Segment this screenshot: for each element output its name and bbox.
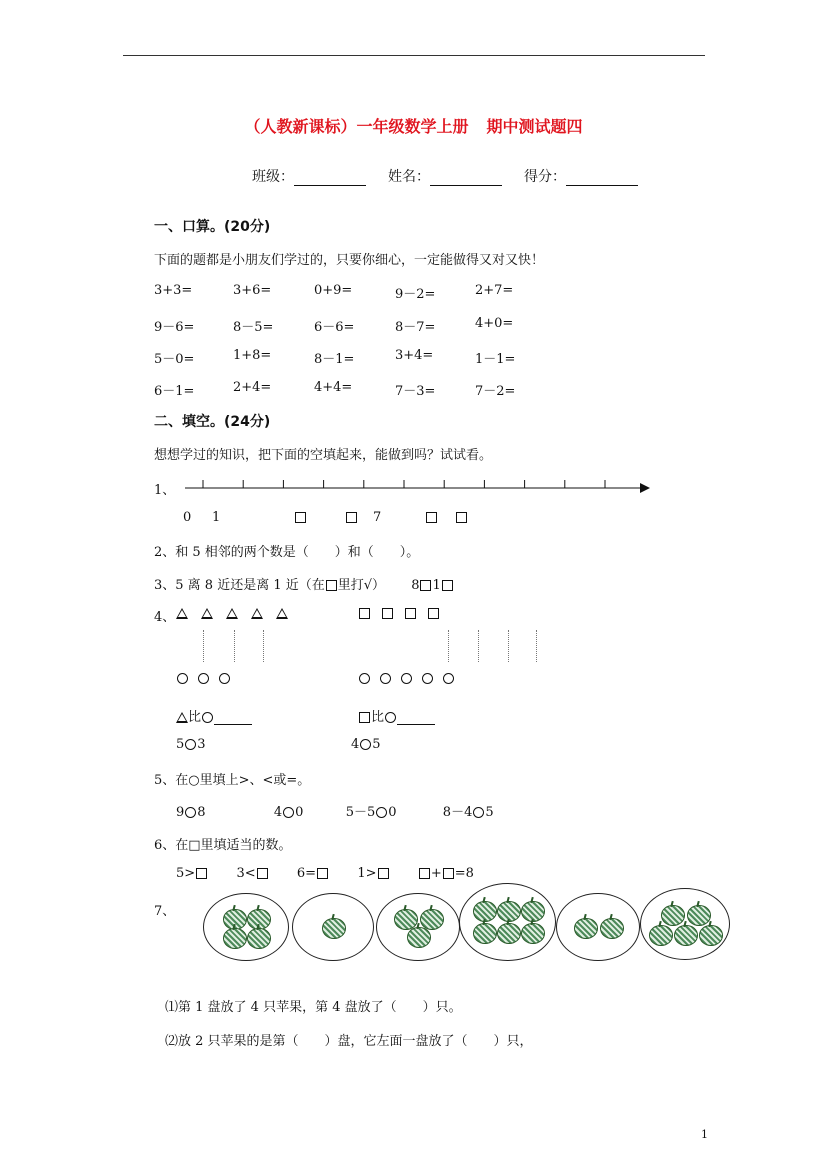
- dotted-connector: [448, 630, 449, 662]
- calc-problem[interactable]: 5－0=: [154, 352, 195, 367]
- dotted-connector: [536, 630, 537, 662]
- answer-box[interactable]: [317, 868, 328, 879]
- dotted-connector: [478, 630, 479, 662]
- calc-problem[interactable]: 4+0=: [475, 316, 514, 331]
- q4-triangles: [176, 606, 288, 621]
- apple-icon: [674, 925, 698, 946]
- answer-blank[interactable]: [214, 712, 252, 725]
- q3-text-a: 3、5 离 8 近还是离 1 近（在: [154, 578, 325, 593]
- q7-sub1: ⑴第 1 盘放了 4 只苹果，第 4 盘放了（ ）只。: [165, 1000, 462, 1015]
- name-blank[interactable]: [430, 171, 502, 186]
- page-number: 1: [701, 1128, 708, 1141]
- q2-text: 2、和 5 相邻的两个数是（ ）和（ ）。: [154, 545, 420, 560]
- calc-problem[interactable]: 8－7=: [395, 320, 436, 335]
- apple-icon: [574, 918, 598, 939]
- plate: [292, 893, 374, 961]
- apple-icon: [473, 923, 497, 944]
- circle-icon: [219, 673, 230, 684]
- circle-icon: [198, 673, 209, 684]
- nl-blank-box[interactable]: [455, 510, 468, 525]
- calc-problem[interactable]: 8－5=: [233, 320, 274, 335]
- nl-blank-box[interactable]: [345, 510, 358, 525]
- q5-text: 5、在○里填上>、<或=。: [154, 773, 311, 788]
- compare-circle[interactable]: [283, 807, 294, 818]
- circle-icon: [401, 673, 412, 684]
- section2-heading: 二、填空。(24分): [154, 414, 271, 430]
- compare-circle[interactable]: [360, 739, 371, 750]
- square-icon: [428, 608, 439, 619]
- apple-icon: [407, 927, 431, 948]
- title-sub: 期中测试题四: [486, 117, 583, 136]
- q3-check-box[interactable]: [442, 580, 453, 591]
- apple-icon: [699, 925, 723, 946]
- calc-problem[interactable]: 1+8=: [233, 348, 272, 363]
- plate: [556, 893, 640, 961]
- section1-heading: 一、口算。(20分): [154, 219, 271, 235]
- nl-blank-box[interactable]: [425, 510, 438, 525]
- q4-circles-left: [176, 671, 231, 686]
- title-main: （人教新课标）一年级数学上册: [244, 117, 469, 136]
- apple-icon: [497, 923, 521, 944]
- answer-blank[interactable]: [397, 712, 435, 725]
- apple-icon: [223, 928, 247, 949]
- calc-problem[interactable]: 9－2=: [395, 287, 436, 302]
- calc-problem[interactable]: 3+4=: [395, 348, 434, 363]
- number-line-arrow: [640, 483, 650, 493]
- q4-circles-right: [358, 671, 455, 686]
- q4-cmp-right: 4 5: [351, 737, 381, 752]
- nl-label-0: 0: [183, 510, 192, 525]
- square-icon: [359, 712, 370, 723]
- q5-items: 9 8 4 0 5－5 0 8－4 5: [176, 805, 494, 820]
- circle-icon: [443, 673, 454, 684]
- calc-problem[interactable]: 6－1=: [154, 384, 195, 399]
- q4-bi-text: 比: [188, 710, 202, 725]
- triangle-icon: [276, 608, 288, 619]
- calc-problem[interactable]: 9－6=: [154, 320, 195, 335]
- calc-problem[interactable]: 7－3=: [395, 384, 436, 399]
- calc-problem[interactable]: 8－1=: [314, 352, 355, 367]
- circle-icon: [422, 673, 433, 684]
- q3-num-1: 1: [432, 578, 441, 593]
- compare-circle[interactable]: [473, 807, 484, 818]
- circle-icon: [359, 673, 370, 684]
- page-title: [0, 114, 827, 137]
- section1-intro: 下面的题都是小朋友们学过的，只要你细心，一定能做得又对又快！: [154, 253, 545, 268]
- apple-icon: [661, 905, 685, 926]
- calc-problem[interactable]: 2+4=: [233, 380, 272, 395]
- q4-bi-text: 比: [371, 710, 385, 725]
- header-rule: [123, 55, 705, 56]
- apple-icon: [600, 918, 624, 939]
- q4-squares: [358, 606, 440, 621]
- calc-problem[interactable]: 3+3=: [154, 283, 193, 298]
- nl-label-1: 1: [212, 510, 221, 525]
- q4-cmp-left: 5 3: [176, 737, 206, 752]
- apple-icon: [649, 925, 673, 946]
- calc-problem[interactable]: 2+7=: [475, 283, 514, 298]
- plate: [376, 893, 460, 961]
- calc-problem[interactable]: 6－6=: [314, 320, 355, 335]
- triangle-icon: [251, 608, 263, 619]
- compare-circle[interactable]: [185, 807, 196, 818]
- plate: [640, 888, 730, 960]
- q4-compare-left: [176, 706, 252, 725]
- apple-icon: [322, 918, 346, 939]
- answer-box[interactable]: [443, 868, 454, 879]
- q3-text-b: 里打√）: [337, 578, 386, 593]
- q4-number: 4、: [154, 610, 176, 625]
- class-label: 班级：: [252, 169, 294, 185]
- triangle-icon: [176, 608, 188, 619]
- dotted-connector: [234, 630, 235, 662]
- square-icon: [405, 608, 416, 619]
- nl-blank-box[interactable]: [294, 510, 307, 525]
- compare-circle[interactable]: [185, 739, 196, 750]
- triangle-icon: [176, 712, 188, 723]
- circle-icon: [385, 712, 396, 723]
- q3-box-hint: [326, 580, 337, 591]
- apple-icon: [687, 905, 711, 926]
- q3-check-box[interactable]: [420, 580, 431, 591]
- answer-box[interactable]: [419, 868, 430, 879]
- apple-icon: [521, 923, 545, 944]
- score-label: 得分：: [524, 169, 566, 185]
- q3: [154, 574, 454, 593]
- q6-items: 5> 3< 6= 1> + =8: [176, 866, 474, 881]
- square-icon: [359, 608, 370, 619]
- answer-box[interactable]: [196, 868, 207, 879]
- dotted-connector: [203, 630, 204, 662]
- answer-box[interactable]: [257, 868, 268, 879]
- calc-problem[interactable]: 3+6=: [233, 283, 272, 298]
- plate: [459, 883, 556, 961]
- answer-box[interactable]: [378, 868, 389, 879]
- apple-icon: [247, 928, 271, 949]
- q4-compare-right: [358, 706, 435, 725]
- calc-problem[interactable]: 7－2=: [475, 384, 516, 399]
- plate: [203, 893, 289, 961]
- triangle-icon: [226, 608, 238, 619]
- triangle-icon: [201, 608, 213, 619]
- score-blank[interactable]: [566, 171, 638, 186]
- q1-number: 1、: [154, 483, 176, 498]
- square-icon: [382, 608, 393, 619]
- number-line-ticks: [203, 480, 605, 488]
- q3-num-8: 8: [411, 578, 420, 593]
- q6-text: 6、在□里填适当的数。: [154, 838, 292, 853]
- circle-icon: [380, 673, 391, 684]
- nl-label-7: 7: [373, 510, 382, 525]
- circle-icon: [177, 673, 188, 684]
- number-line: [185, 478, 653, 498]
- compare-circle[interactable]: [376, 807, 387, 818]
- q7-number: 7、: [154, 904, 176, 919]
- student-info: [252, 166, 638, 186]
- circle-icon: [202, 712, 213, 723]
- name-label: 姓名：: [388, 169, 430, 185]
- q7-sub2: ⑵放 2 只苹果的是第（ ）盘，它左面一盘放了（ ）只，: [165, 1034, 533, 1049]
- dotted-connector: [263, 630, 264, 662]
- calc-problem[interactable]: 4+4=: [314, 380, 353, 395]
- class-blank[interactable]: [294, 171, 366, 186]
- section2-intro: 想想学过的知识，把下面的空填起来，能做到吗？试试看。: [154, 448, 493, 463]
- dotted-connector: [508, 630, 509, 662]
- calc-problem[interactable]: 0+9=: [314, 283, 353, 298]
- calc-problem[interactable]: 1－1=: [475, 352, 516, 367]
